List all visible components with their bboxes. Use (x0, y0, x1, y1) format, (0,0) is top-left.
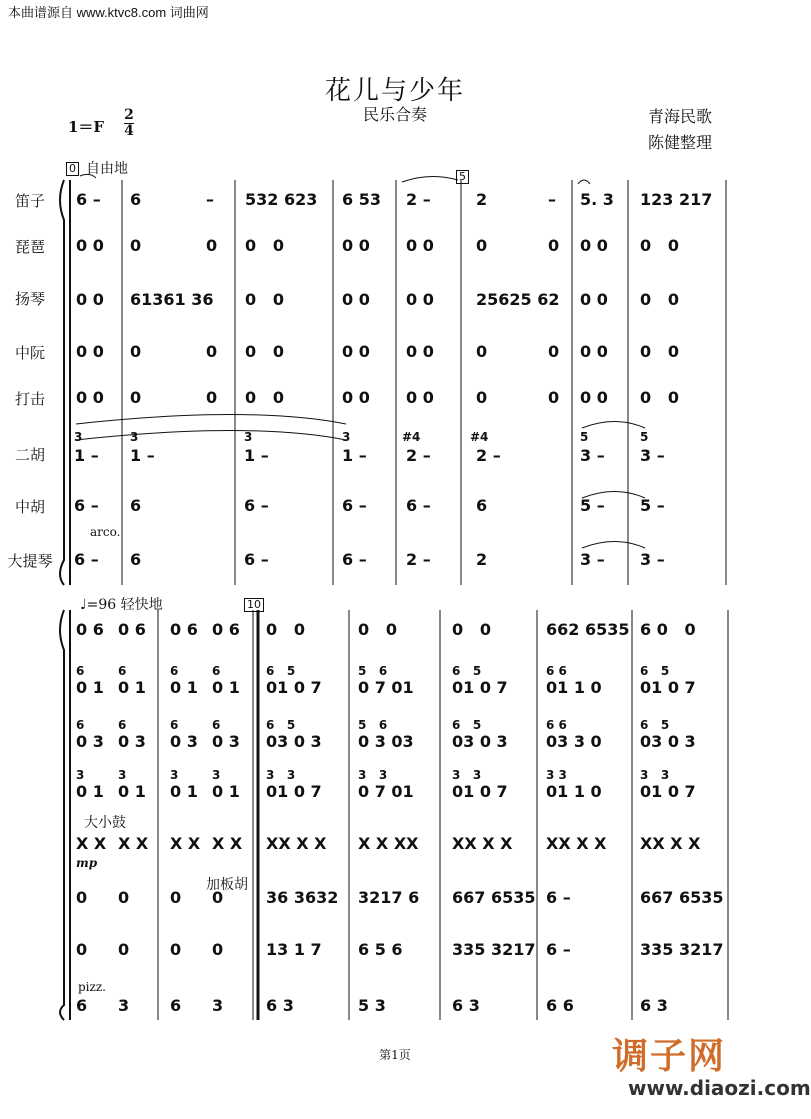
sys2-row4_top-measure-1: 3 (76, 768, 85, 782)
sys1-erhu-measure-6: 2 – (476, 446, 501, 465)
sys2-row4-measure-5: 01 0 7 (266, 782, 322, 801)
sys1-pipa-measure-3: 0 (206, 236, 218, 255)
sys1-erhu_top-measure-2: 3 (130, 430, 139, 444)
expression-mp: mp (76, 856, 98, 870)
sys1-zhongruan-measure-8: 0 (548, 342, 560, 361)
sys2-row4-measure-9: 01 0 7 (640, 782, 696, 801)
sys1-yangqin-measure-4: 0 0 (342, 290, 370, 309)
sys2-row4_top-measure-7: 3 3 (452, 768, 482, 782)
sys1-yangqin-measure-1: 0 0 (76, 290, 104, 309)
sys2-row2-measure-5: 01 0 7 (266, 678, 322, 697)
sys2-row4_top-measure-2: 3 (118, 768, 127, 782)
sys2-row3-measure-7: 03 0 3 (452, 732, 508, 751)
sys2-row2_top-measure-1: 6 (76, 664, 85, 678)
sys1-daji-measure-2: 0 (130, 388, 142, 407)
instrument-zhonghu: 中胡 (14, 498, 45, 516)
sys1-erhu_top-measure-5: #4 (402, 430, 421, 444)
sys1-erhu_top-measure-1: 3 (74, 430, 83, 444)
sys2-row2-measure-2: 0 1 (118, 678, 146, 697)
score-subtitle: 民乐合奏 (362, 105, 427, 124)
sys2-row5-measure-4: X X (212, 834, 243, 853)
sys1-zhonghu-measure-5: 6 – (406, 496, 431, 515)
sys1-dizi-measure-4: 532 623 (245, 190, 318, 209)
sys2-row4_top-measure-3: 3 (170, 768, 179, 782)
sys2-row3_top-measure-7: 6 5 (452, 718, 482, 732)
sys1-yangqin-measure-6: 25625 62 (476, 290, 560, 309)
sys1-cello-measure-4: 6 – (342, 550, 367, 569)
sys2-row6-measure-4: 0 (212, 888, 224, 907)
sys2-row8-measure-3: 6 (170, 996, 182, 1015)
sys2-row4-measure-8: 01 1 0 (546, 782, 602, 801)
sys1-zhonghu-measure-7: 5 – (580, 496, 605, 515)
sys2-row2-measure-1: 0 1 (76, 678, 104, 697)
sys2-row2_top-measure-2: 6 (118, 664, 127, 678)
sys2-row8-measure-2: 3 (118, 996, 130, 1015)
sys1-dizi-measure-9: 5. 3 (580, 190, 614, 209)
sys1-dizi-measure-10: 123 217 (640, 190, 713, 209)
sys1-daji-measure-8: 0 (548, 388, 560, 407)
sys2-row3_top-measure-9: 6 5 (640, 718, 670, 732)
sys2-row8-measure-8: 6 6 (546, 996, 574, 1015)
sys1-erhu_top-measure-7: 5 (580, 430, 589, 444)
sys2-row7-measure-9: 335 3217 (640, 940, 724, 959)
sys2-row7-measure-1: 0 (76, 940, 88, 959)
sys2-row1-measure-9: 6 0 0 (640, 620, 696, 639)
sys1-zhongruan-measure-4: 0 0 (245, 342, 284, 361)
sys2-row7-measure-6: 6 5 6 (358, 940, 403, 959)
sys2-row5-measure-2: X X (118, 834, 149, 853)
sys1-cello-measure-8: 3 – (640, 550, 665, 569)
sys2-row3_top-measure-6: 5 6 (358, 718, 388, 732)
sys2-row3-measure-4: 0 3 (212, 732, 240, 751)
instrument-daji: 打击 (14, 390, 45, 408)
sys1-dizi-measure-7: 2 (476, 190, 488, 209)
sys1-daji-measure-3: 0 (206, 388, 218, 407)
sys2-row7-measure-3: 0 (170, 940, 182, 959)
sys2-row3-measure-5: 03 0 3 (266, 732, 322, 751)
sys2-row8-measure-1: 6 (76, 996, 88, 1015)
system1-brace (60, 180, 64, 585)
sys1-pipa-measure-8: 0 (548, 236, 560, 255)
sys1-pipa-measure-5: 0 0 (342, 236, 370, 255)
sys1-cello-measure-5: 2 – (406, 550, 431, 569)
sys2-row4-measure-4: 0 1 (212, 782, 240, 801)
sys1-erhu-measure-8: 3 – (640, 446, 665, 465)
sys2-row2-measure-7: 01 0 7 (452, 678, 508, 697)
sys2-row2-measure-9: 01 0 7 (640, 678, 696, 697)
instrument-erhu: 二胡 (14, 446, 45, 464)
sys2-row4_top-measure-6: 3 3 (358, 768, 388, 782)
sys2-row5-measure-3: X X (170, 834, 201, 853)
sys2-row2_top-measure-9: 6 5 (640, 664, 670, 678)
instrument-pipa: 琵琶 (14, 238, 45, 256)
sys1-pipa-measure-9: 0 0 (580, 236, 608, 255)
sys1-daji-measure-4: 0 0 (245, 388, 284, 407)
watermark-logo: 调子网 (612, 1036, 727, 1077)
expression-jiaban: 加板胡 (206, 877, 248, 893)
sys1-daji-measure-6: 0 0 (406, 388, 434, 407)
sys1-erhu-measure-1: 1 – (74, 446, 99, 465)
sys1-zhongruan-measure-9: 0 0 (580, 342, 608, 361)
sys1-pipa-measure-2: 0 (130, 236, 142, 255)
sys1-cello-measure-3: 6 – (244, 550, 269, 569)
composer: 青海民歌 (648, 107, 713, 126)
sys2-row8-measure-5: 6 3 (266, 996, 294, 1015)
tempo-marking: ♩=96 轻快地 (80, 597, 163, 613)
sys2-row8-measure-9: 6 3 (640, 996, 668, 1015)
sys2-row5-measure-7: XX X X (452, 834, 513, 853)
sys1-dizi-measure-3: – (206, 190, 214, 209)
sys2-row6-measure-5: 36 3632 (266, 888, 339, 907)
sys2-row4_top-measure-4: 3 (212, 768, 221, 782)
sys1-dizi-measure-6: 2 – (406, 190, 431, 209)
sys2-row8-measure-4: 3 (212, 996, 224, 1015)
sys2-row6-measure-1: 0 (76, 888, 88, 907)
sys2-row6-measure-7: 667 6535 (452, 888, 536, 907)
sys1-cello-measure-6: 2 (476, 550, 488, 569)
sys2-row4-measure-7: 01 0 7 (452, 782, 508, 801)
sys2-row2_top-measure-6: 5 6 (358, 664, 388, 678)
sys1-pipa-measure-6: 0 0 (406, 236, 434, 255)
sys2-row2_top-measure-3: 6 (170, 664, 179, 678)
score-title: 花儿与少年 (324, 76, 465, 106)
sys2-row4_top-measure-9: 3 3 (640, 768, 670, 782)
sys2-row2_top-measure-8: 6 6 (546, 664, 567, 678)
sys1-zhonghu-measure-8: 5 – (640, 496, 665, 515)
sys1-erhu-measure-4: 1 – (342, 446, 367, 465)
sys1-zhonghu-measure-2: 6 (130, 496, 142, 515)
sys2-row4-measure-1: 0 1 (76, 782, 104, 801)
sys1-pipa-measure-10: 0 0 (640, 236, 679, 255)
sys2-row2-measure-3: 0 1 (170, 678, 198, 697)
source-note: 本曲谱源自 www.ktvc8.com 词曲网 (8, 5, 209, 20)
sys2-row1-measure-4: 0 6 (212, 620, 240, 639)
sys2-row5-measure-6: X X XX (358, 834, 419, 853)
sys2-row7-measure-5: 13 1 7 (266, 940, 322, 959)
sys2-row1-measure-6: 0 0 (358, 620, 397, 639)
sys2-row1-measure-1: 0 6 (76, 620, 104, 639)
sys2-row7-measure-7: 335 3217 (452, 940, 536, 959)
sys2-row3-measure-1: 0 3 (76, 732, 104, 751)
sys1-zhonghu-measure-1: 6 – (74, 496, 99, 515)
sys1-zhongruan-measure-3: 0 (206, 342, 218, 361)
sys1-cello-measure-1: 6 – (74, 550, 99, 569)
sys2-row3-measure-6: 0 3 03 (358, 732, 414, 751)
sys1-zhongruan-measure-5: 0 0 (342, 342, 370, 361)
sys2-row3-measure-9: 03 0 3 (640, 732, 696, 751)
sys2-row4_top-measure-8: 3 3 (546, 768, 567, 782)
sys1-zhongruan-measure-10: 0 0 (640, 342, 679, 361)
sys2-row4_top-measure-5: 3 3 (266, 768, 296, 782)
instrument-zhongruan: 中阮 (14, 344, 45, 362)
sys1-pipa-measure-1: 0 0 (76, 236, 104, 255)
sys2-row3_top-measure-8: 6 6 (546, 718, 567, 732)
sys1-dizi-measure-8: – (548, 190, 556, 209)
sys1-daji-measure-7: 0 (476, 388, 488, 407)
sys1-pipa-measure-7: 0 (476, 236, 488, 255)
sys2-row2-measure-8: 01 1 0 (546, 678, 602, 697)
sys2-row1-measure-8: 662 6535 (546, 620, 630, 639)
sys1-zhongruan-measure-6: 0 0 (406, 342, 434, 361)
expression-pizz: pizz. (78, 980, 106, 994)
sys2-row6-measure-2: 0 (118, 888, 130, 907)
sys1-daji-measure-5: 0 0 (342, 388, 370, 407)
watermark-url: www.diaozi.com (628, 1076, 811, 1100)
expression-drum: 大小鼓 (84, 815, 126, 831)
sys1-erhu-measure-7: 3 – (580, 446, 605, 465)
sys2-row7-measure-4: 0 (212, 940, 224, 959)
sys1-zhongruan-measure-2: 0 (130, 342, 142, 361)
sys1-yangqin-measure-3: 0 0 (245, 290, 284, 309)
sys1-daji-measure-9: 0 0 (580, 388, 608, 407)
key-signature: 1＝F (68, 118, 105, 136)
sys2-row3_top-measure-2: 6 (118, 718, 127, 732)
expression-arco: arco. (90, 525, 121, 539)
sys2-row7-measure-2: 0 (118, 940, 130, 959)
sys1-zhonghu-measure-4: 6 – (342, 496, 367, 515)
page-number: 第1页 (379, 1048, 411, 1062)
sys1-yangqin-measure-2: 61361 36 (130, 290, 214, 309)
system2-brace (60, 610, 64, 1020)
sys2-row2_top-measure-5: 6 5 (266, 664, 296, 678)
instrument-cello: 大提琴 (7, 552, 53, 570)
sys1-dizi-measure-1: 6 – (76, 190, 101, 209)
rehearsal-mark-10: 10 (244, 598, 264, 612)
sys2-row3_top-measure-5: 6 5 (266, 718, 296, 732)
sys2-row3-measure-2: 0 3 (118, 732, 146, 751)
instrument-dizi: 笛子 (14, 192, 45, 210)
sys2-row2-measure-4: 0 1 (212, 678, 240, 697)
sys1-zhongruan-measure-7: 0 (476, 342, 488, 361)
rehearsal-mark-0: 0 (66, 162, 79, 176)
sys2-row1-measure-7: 0 0 (452, 620, 491, 639)
sys1-dizi-measure-2: 6 (130, 190, 142, 209)
sys1-zhongruan-measure-1: 0 0 (76, 342, 104, 361)
sys1-yangqin-measure-7: 0 0 (580, 290, 608, 309)
sys1-zhonghu-measure-6: 6 (476, 496, 488, 515)
sys2-row2_top-measure-4: 6 (212, 664, 221, 678)
sys1-erhu-measure-5: 2 – (406, 446, 431, 465)
sys1-erhu_top-measure-8: 5 (640, 430, 649, 444)
sys2-row3-measure-8: 03 3 0 (546, 732, 602, 751)
sys1-cello-measure-2: 6 (130, 550, 142, 569)
sys1-erhu-measure-2: 1 – (130, 446, 155, 465)
sys2-row5-measure-9: XX X X (640, 834, 701, 853)
sys1-erhu_top-measure-4: 3 (342, 430, 351, 444)
sys2-row6-measure-9: 667 6535 (640, 888, 724, 907)
sys1-yangqin-measure-8: 0 0 (640, 290, 679, 309)
sys2-row4-measure-3: 0 1 (170, 782, 198, 801)
sys1-pipa-measure-4: 0 0 (245, 236, 284, 255)
arranger: 陈健整理 (648, 133, 713, 152)
sys2-row3_top-measure-4: 6 (212, 718, 221, 732)
sys1-dizi-measure-5: 6 53 (342, 190, 381, 209)
sys1-daji-measure-1: 0 0 (76, 388, 104, 407)
rehearsal-mark-5: 5 (456, 170, 469, 184)
sys2-row5-measure-8: XX X X (546, 834, 607, 853)
sys2-row8-measure-7: 6 3 (452, 996, 480, 1015)
sys2-row2-measure-6: 0 7 01 (358, 678, 414, 697)
sys2-row3_top-measure-3: 6 (170, 718, 179, 732)
sys2-row1-measure-2: 0 6 (118, 620, 146, 639)
sys2-row4-measure-6: 0 7 01 (358, 782, 414, 801)
sys1-cello-measure-7: 3 – (580, 550, 605, 569)
sys2-row5-measure-1: X X (76, 834, 107, 853)
sys2-row7-measure-8: 6 – (546, 940, 571, 959)
sys2-row3_top-measure-1: 6 (76, 718, 85, 732)
instrument-yangqin: 扬琴 (14, 290, 45, 308)
sys2-row6-measure-6: 3217 6 (358, 888, 420, 907)
time-bottom: 4 (124, 123, 134, 139)
sys2-row3-measure-3: 0 3 (170, 732, 198, 751)
expression-free: 自由地 (86, 161, 128, 177)
sys2-row4-measure-2: 0 1 (118, 782, 146, 801)
sys1-yangqin-measure-5: 0 0 (406, 290, 434, 309)
sys2-row2_top-measure-7: 6 5 (452, 664, 482, 678)
sys2-row8-measure-6: 5 3 (358, 996, 386, 1015)
sys1-erhu_top-measure-6: #4 (470, 430, 489, 444)
time-top: 2 (124, 107, 134, 123)
sys1-erhu_top-measure-3: 3 (244, 430, 253, 444)
sys1-zhonghu-measure-3: 6 – (244, 496, 269, 515)
sys2-row6-measure-3: 0 (170, 888, 182, 907)
sys2-row5-measure-5: XX X X (266, 834, 327, 853)
sys2-row6-measure-8: 6 – (546, 888, 571, 907)
sys1-daji-measure-10: 0 0 (640, 388, 679, 407)
sys2-row1-measure-5: 0 0 (266, 620, 305, 639)
sys1-erhu-measure-3: 1 – (244, 446, 269, 465)
sys2-row1-measure-3: 0 6 (170, 620, 198, 639)
